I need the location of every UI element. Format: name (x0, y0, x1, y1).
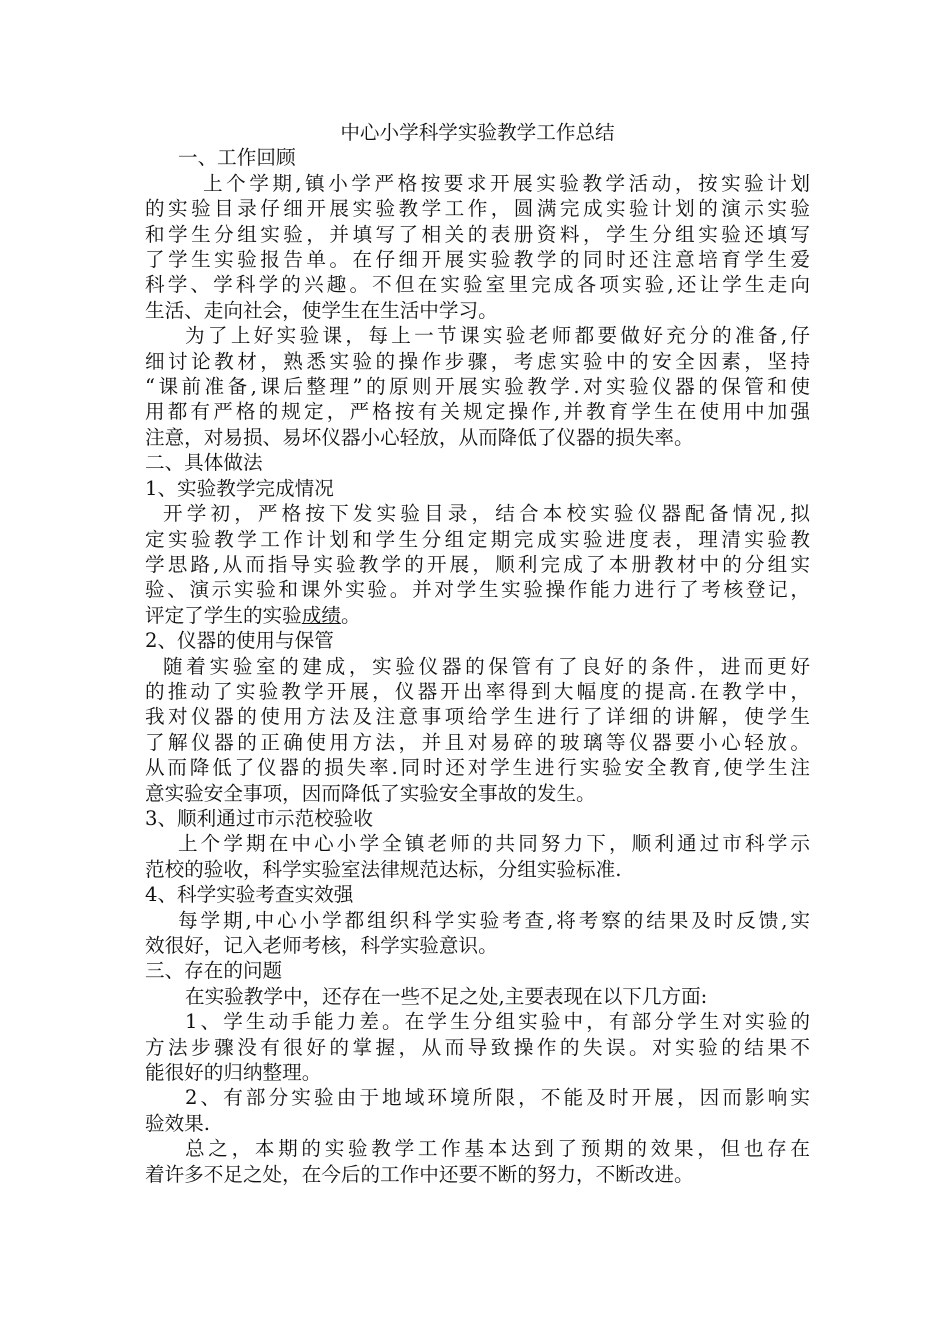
text-line: 验、演示实验和课外实验。并对学生实验操作能力进行了考核登记， (145, 578, 810, 602)
text-line: 了学生实验报告单。在仔细开展实验教学的同时还注意培育学生爱 (145, 248, 810, 272)
subsection-heading-completion: 1、实验教学完成情况 (145, 476, 334, 500)
text-line: 上个学期在中心小学全镇老师的共同努力下，顺利通过市科学示 (178, 832, 810, 856)
text-fragment: 评定了学生的实验 (145, 603, 302, 627)
text-line: 学思路,从而指导实验教学的开展，顺利完成了本册教材中的分组实 (145, 552, 810, 576)
text-line: 定实验教学工作计划和学生分组定期完成实验进度表，理清实验教 (145, 527, 810, 551)
subsection-heading-inspection: 3、顺利通过市示范校验收 (145, 806, 373, 830)
text-line: 细讨论教材，熟悉实验的操作步骤，考虑实验中的安全因素，坚持 (145, 349, 810, 373)
section-heading-problems: 三、存在的问题 (145, 959, 283, 983)
text-line: 科学、学科学的兴趣。不但在实验室里完成各项实验,还让学生走向 (145, 273, 810, 297)
document-page (145, 120, 810, 1187)
text-line: 能很好的归纳整理。 (145, 1061, 322, 1085)
text-line: 的实验目录仔细开展实验教学工作，圆满完成实验计划的演示实验 (145, 197, 810, 221)
text-line: 验效果. (145, 1111, 211, 1135)
subsection-heading-instruments: 2、仪器的使用与保管 (145, 629, 334, 653)
section-heading-methods: 二、具体做法 (145, 451, 263, 475)
underlined-word: 成绩 (301, 603, 341, 627)
section-heading-review: 一、工作回顾 (178, 146, 296, 170)
paragraph-problem-2 (145, 1085, 810, 1136)
text-line: 注意，对易损、易坏仪器小心轻放，从而降低了仪器的损失率。 (145, 425, 694, 449)
text-line: 1、学生动手能力差。在学生分组实验中，有部分学生对实验的 (185, 1010, 810, 1034)
text-line: 开学初，严格按下发实验目录，结合本校实验仪器配备情况,拟 (163, 502, 810, 526)
text-line: “课前准备,课后整理”的原则开展实验教学.对实验仪器的保管和使 (145, 375, 810, 399)
paragraph-problem-1 (145, 1009, 810, 1085)
text-line: 随着实验室的建成，实验仪器的保管有了良好的条件，进而更好 (163, 654, 810, 678)
text-line: 总之，本期的实验教学工作基本达到了预期的效果，但也存在 (185, 1137, 810, 1161)
text-line: 生活、走向社会，使学生在生活中学习。 (145, 298, 498, 322)
text-line: 和学生分组实验，并填写了相关的表册资料，学生分组实验还填写 (145, 222, 810, 246)
paragraph-assessment (145, 908, 810, 959)
text-line: 方法步骤没有很好的掌握，从而导致操作的失误。对实验的结果不 (145, 1035, 810, 1059)
paragraph-instruments (145, 654, 810, 806)
paragraph-problems-intro: 在实验教学中，还存在一些不足之处,主要表现在以下几方面: (185, 984, 708, 1008)
text-line: 着许多不足之处，在今后的工作中还要不断的努力，不断改进。 (145, 1162, 694, 1186)
paragraph-review-2 (145, 323, 810, 450)
text-line: 上个学期,镇小学严格按要求开展实验教学活动，按实验计划 (203, 171, 810, 195)
text-fragment: 。 (340, 603, 361, 627)
paragraph-conclusion (145, 1136, 810, 1187)
document-title: 中心小学科学实验教学工作总结 (340, 121, 615, 144)
text-line: 2、有部分实验由于地域环境所限，不能及时开展，因而影响实 (185, 1086, 810, 1110)
text-line: 的推动了实验教学开展，仪器开出率得到大幅度的提高.在教学中， (145, 679, 810, 703)
text-line: 意实验安全事项，因而降低了实验安全事故的发生。 (145, 781, 596, 805)
text-line (145, 603, 810, 628)
text-line: 我对仪器的使用方法及注意事项给学生进行了详细的讲解，使学生 (145, 705, 810, 729)
text-line: 用都有严格的规定，严格按有关规定操作,并教育学生在使用中加强 (145, 400, 810, 424)
paragraph-completion (145, 501, 810, 628)
text-line: 范校的验收，科学实验室法律规范达标，分组实验标准. (145, 857, 622, 881)
text-line: 每学期,中心小学都组织科学实验考查,将考察的结果及时反馈,实 (178, 908, 810, 932)
text-line: 了解仪器的正确使用方法，并且对易碎的玻璃等仪器要小心轻放。 (145, 730, 810, 754)
paragraph-review-1 (145, 171, 810, 323)
paragraph-inspection (145, 831, 810, 882)
subsection-heading-assessment: 4、科学实验考查实效强 (145, 883, 354, 907)
text-line: 为了上好实验课，每上一节课实验老师都要做好充分的准备,仔 (185, 324, 810, 348)
text-line: 效很好，记入老师考核，科学实验意识。 (145, 934, 498, 957)
text-line: 从而降低了仪器的损失率.同时还对学生进行实验安全教育,使学生注 (145, 756, 810, 780)
